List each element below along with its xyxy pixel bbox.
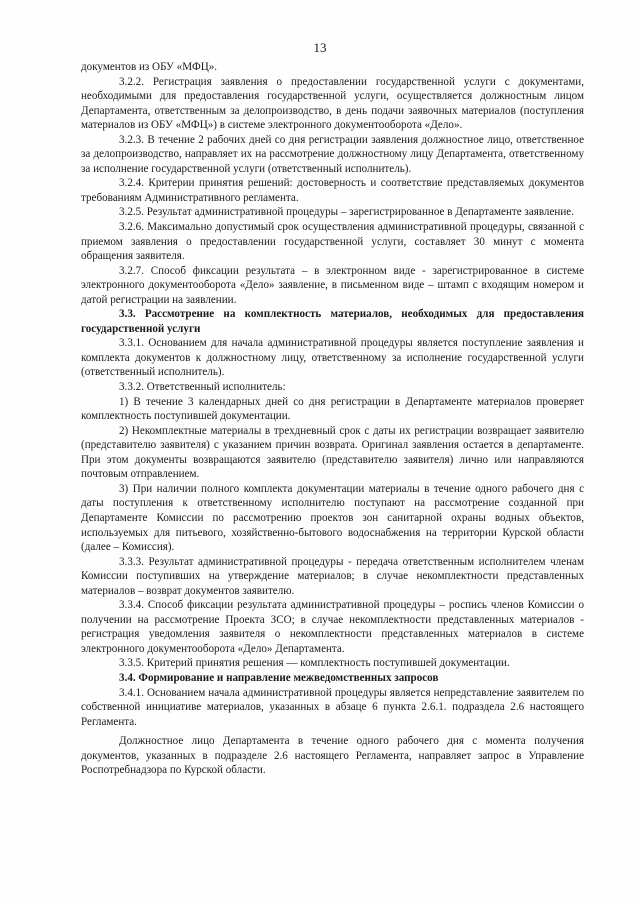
paragraph: 3.3.4. Способ фиксации результата административной процедуры – роспись членов Комиссии о получении на рассмотрение Проекта ЗСО; в случае некомплектности представленных материалов - регистрация уведомления заявителя о некомплектности представленных материалов в системе электронного документооборота «Дело» Департамента. <box>81 599 584 655</box>
page-number: 13 <box>313 40 327 55</box>
paragraph: 3) При наличии полного комплекта документации материалы в течение одного рабочего дня с даты поступления к ответственному исполнителю поступают на рассмотрение созданной при Департаменте Комиссии по рассмотрению проектов зон санитарной охраны водных объектов, используемых для питьевого, хозяйственно-бытового водоснабжения на территории Курской области (далее – Комиссия). <box>81 482 584 554</box>
paragraph: 3.3.2. Ответственный исполнитель: <box>119 381 286 394</box>
paragraph: документов из ОБУ «МФЦ». <box>81 61 218 73</box>
paragraph: 3.3.3. Результат административной процедуры - передача ответственным исполнителем членам Комиссии поступивших на утверждение материалов; в случае некомплектности представленных материалов – возврат документов заявителю. <box>81 555 584 597</box>
paragraph: 3.2.6. Максимально допустимый срок осуществления административной процедуры, связанной с приемом заявления о предоставлении государственной услуги, составляет 30 минут с момента обращения заявителя. <box>81 221 584 263</box>
paragraph: 3.3.5. Критерий принятия решения — комплектность поступившей документации. <box>119 657 510 670</box>
paragraph: 3.3.1. Основанием для начала административной процедуры является поступление заявления и комплекта документов к должностному лицу, ответственному за исполнение государственной услуги (ответственный исполнитель). <box>81 337 584 379</box>
paragraph: 3.2.3. В течение 2 рабочих дней со дня регистрации заявления должностное лицо, ответственное за делопроизводство, направляет их на рассмотрение должностному лицу Департамента, ответственному за исполнение государственной услуги (ответственный исполнитель). <box>81 133 584 175</box>
paragraph: 3.2.7. Способ фиксации результата – в электронном виде - зарегистрированное в системе электронного документооборота «Дело» заявление, в письменном виде – штамп с входящим номером и датой регистрации на заявлении. <box>81 264 584 306</box>
document-body <box>81 60 584 778</box>
paragraph: 2) Некомплектные материалы в трехдневный срок с даты их регистрации возвращает заявителю (представителю заявителя) с указанием причин возврата. Оригинал заявления остается в департаменте. При этом документы возвращаются заявителю (представителю заявителя) лично или направляются почтовым отправлением. <box>81 424 584 481</box>
section-heading: 3.3. Рассмотрение на комплектность материалов, необходимых для предоставления государственной услуги <box>81 308 584 335</box>
paragraph: 3.4.1. Основанием начала административной процедуры является непредставление заявителем по собственной инициативе материалов, указанных в абзаце 6 пункта 2.6.1. подраздела 2.6 настоящего Регламента. <box>81 686 584 728</box>
paragraph: 3.2.2. Регистрация заявления о предоставлении государственной услуги с документами, необходимыми для предоставления государственной услуги, осуществляется должностным лицом Департамента, ответственным за делопроизводство, в день подачи заявочных материалов (поступления материалов из ОБУ «МФЦ») в системе электронного документооборота «Дело». <box>81 75 584 132</box>
paragraph: 3.2.5. Результат административной процедуры – зарегистрированное в Департаменте заявление. <box>119 206 574 219</box>
section-heading: 3.4. Формирование и направление межведомственных запросов <box>119 671 439 684</box>
paragraph: Должностное лицо Департамента в течение одного рабочего дня с момента получения документов, указанных в подразделе 2.6 настоящего Регламента, направляет запрос в Управление Роспотребнадзора по Курской области. <box>81 735 584 777</box>
paragraph: 3.2.4. Критерии принятия решений: достоверность и соответствие представляемых документов требованиям Административного регламента. <box>81 177 584 204</box>
paragraph: 1) В течение 3 календарных дней со дня регистрации в Департаменте материалов проверяет комплектность поступившей документации. <box>81 395 584 423</box>
